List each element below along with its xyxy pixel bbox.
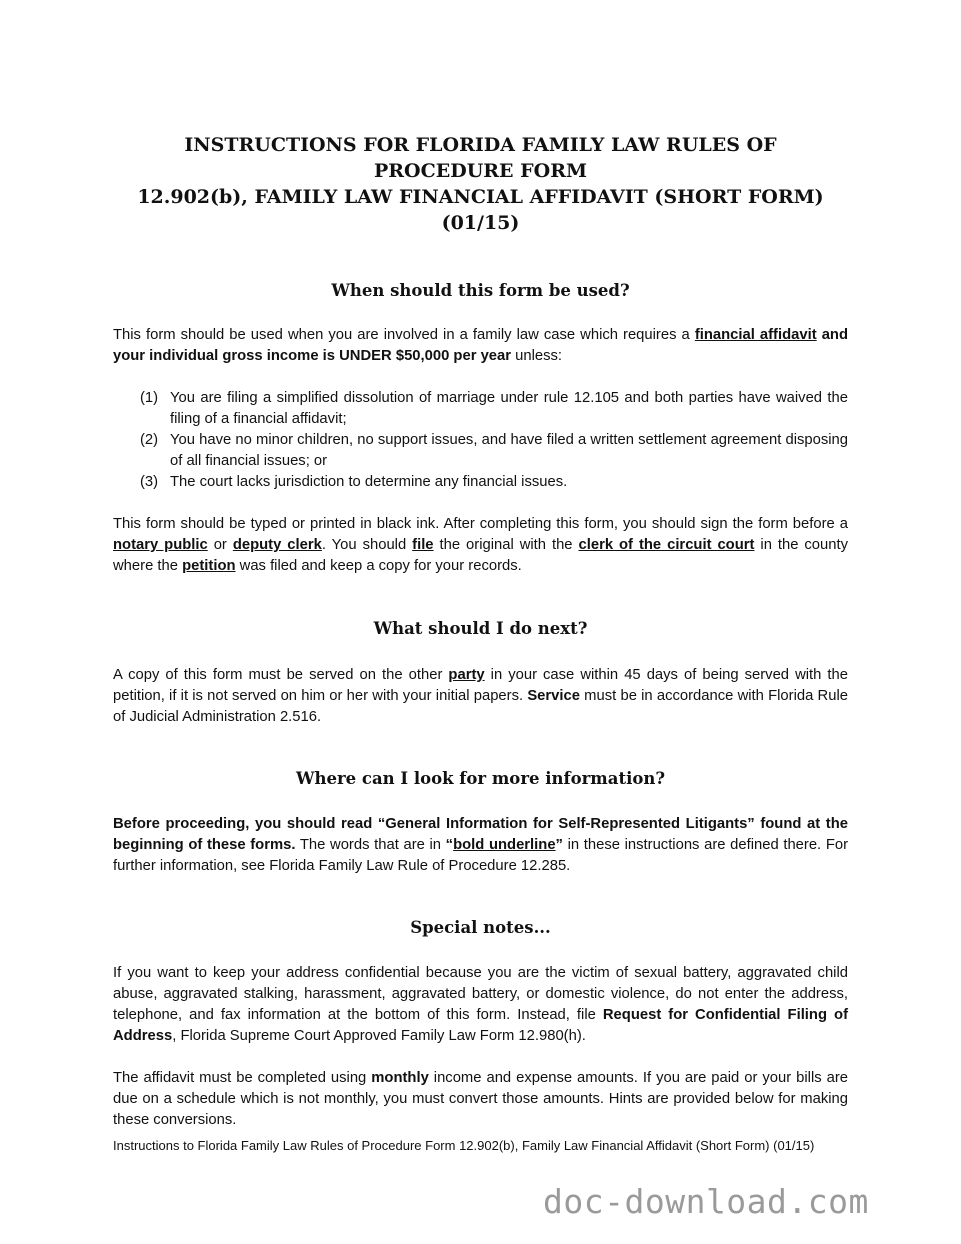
- bold-income-threshold: and your individual gross income is UNDER $50,000 per year: [113, 327, 848, 364]
- bold-monthly: monthly: [371, 1070, 429, 1086]
- list-text: You have no minor children, no support issues, and have filed a written settlement agreement disposing of all financial issues; or: [170, 432, 848, 469]
- heading-special-notes: Special notes...: [410, 918, 551, 937]
- term-party: party: [448, 667, 485, 683]
- text-span: . You should: [321, 537, 413, 553]
- list-number: (1): [140, 390, 159, 406]
- paragraph-monthly-amounts: [113, 1068, 848, 1131]
- text-span: The affidavit must be completed using: [113, 1070, 372, 1086]
- list-number: (3): [140, 474, 159, 490]
- term-notary-public: notary public: [113, 537, 208, 553]
- list-text: You are filing a simplified dissolution of marriage under rule 12.105 and both parties have waived the filing of a financial affidavit;: [170, 390, 848, 427]
- term-bold-underline: bold underline: [453, 837, 556, 853]
- text-span: in your case within 45 days of being served with the petition, if it is not served on him or her with your initial papers.: [113, 667, 848, 704]
- term-financial-affidavit: financial affidavit: [694, 327, 817, 343]
- text-span: in these instructions are defined there. For further information, see Florida Family Law Rule of Procedure 12.285.: [113, 837, 849, 874]
- list-text: The court lacks jurisdiction to determine any financial issues.: [170, 474, 568, 490]
- term-deputy-clerk: deputy clerk: [232, 537, 322, 553]
- bold-quote-open: “: [445, 837, 454, 853]
- heading-what-next: What should I do next?: [373, 619, 588, 638]
- conditions-list: [113, 388, 848, 493]
- list-item: [113, 388, 848, 430]
- text-span: must be in accordance with Florida Rule of Judicial Administration 2.516.: [113, 688, 848, 725]
- text-span: If you want to keep your address confidential because you are the victim of sexual battery, aggravated child abuse, aggravated stalking, harassment, aggravated battery, or domestic violence, do not enter the address, telephone, and fax information at the bottom of this form. Instead, file: [113, 965, 848, 1023]
- page-footer: Instructions to Florida Family Law Rules of Procedure Form 12.902(b), Family Law Financial Affidavit (Short Form) (01/15): [113, 1138, 815, 1153]
- bold-general-information: Before proceeding, you should read “General Information for Self-Represented Litigants” found at the beginning of these forms.: [113, 816, 848, 853]
- paragraph-signing-filing: [113, 514, 848, 577]
- list-item: [113, 472, 848, 493]
- paragraph-what-next: [113, 665, 848, 728]
- list-number: (2): [140, 432, 159, 448]
- document-page: [113, 132, 848, 1155]
- page-title: [113, 132, 848, 236]
- text-span: was filed and keep a copy for your records.: [235, 558, 522, 574]
- text-span: the original with the: [433, 537, 579, 553]
- paragraph-more-info: [113, 814, 848, 877]
- heading-when-used: When should this form be used?: [331, 281, 630, 300]
- text-span: income and expense amounts. If you are paid or your bills are due on a schedule which is not monthly, you must convert those amounts. Hints are provided below for making these conversions.: [113, 1070, 848, 1128]
- term-petition: petition: [182, 558, 236, 574]
- text-span: in the county where the: [113, 537, 849, 574]
- text-span: unless:: [511, 348, 563, 364]
- text-span: The words that are in: [295, 837, 446, 853]
- term-clerk-of-circuit-court: clerk of the circuit court: [578, 537, 755, 553]
- bold-service: Service: [527, 688, 580, 704]
- list-item: [113, 430, 848, 472]
- text-span: A copy of this form must be served on the other: [113, 667, 449, 683]
- bold-request-confidential-filing: Request for Confidential Filing of Address: [113, 1007, 848, 1044]
- text-span: , Florida Supreme Court Approved Family Law Form 12.980(h).: [172, 1028, 586, 1044]
- paragraph-when-used: [113, 325, 848, 367]
- term-file: file: [412, 537, 434, 553]
- text-span: or: [207, 537, 233, 553]
- bold-quote-close: ”: [555, 837, 563, 853]
- paragraph-confidential-address: [113, 963, 848, 1047]
- watermark: doc-download.com: [543, 1182, 869, 1221]
- text-span: This form should be typed or printed in black ink. After completing this form, you should sign the form before a: [113, 516, 848, 532]
- heading-more-info: Where can I look for more information?: [295, 769, 666, 788]
- title-line-1: INSTRUCTIONS FOR FLORIDA FAMILY LAW RULES OF PROCEDURE FORM: [184, 134, 777, 182]
- text-span: This form should be used when you are involved in a family law case which requires a: [113, 327, 695, 343]
- title-line-2: 12.902(b), FAMILY LAW FINANCIAL AFFIDAVIT (SHORT FORM) (01/15): [137, 186, 824, 234]
